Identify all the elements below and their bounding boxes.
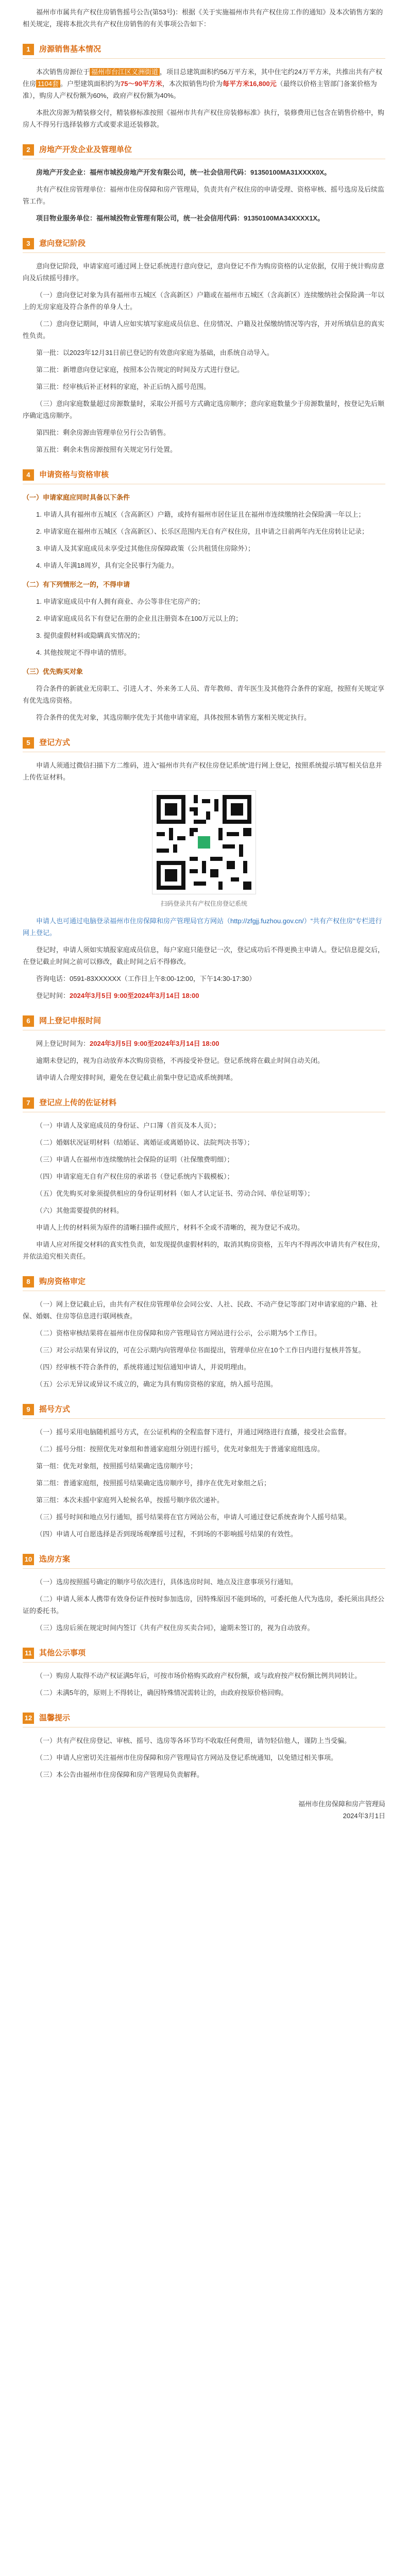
section-title-6: 网上登记申报时间 xyxy=(39,1016,101,1025)
section-number-12: 12 xyxy=(23,1713,34,1724)
s7-paragraph-7: 申请人上传的材料须为原件的清晰扫描件或照片，材料不全或不清晰的，视为登记不成功。 xyxy=(36,1224,304,1231)
section-number-6: 6 xyxy=(23,1015,34,1027)
s3-paragraph-1: 意向登记阶段，申请家庭可通过网上登记系统进行意向登记，意向登记不作为购房资格的认定依据，仅用于统计购房意向及后续摇号排序。 xyxy=(23,262,385,282)
s8-paragraph-4: （四）经审核不符合条件的，系统将通过短信通知申请人，并说明理由。 xyxy=(36,1363,251,1371)
section-title-5: 登记方式 xyxy=(39,738,71,747)
section-heading-11 xyxy=(23,1647,385,1663)
s7-paragraph-4: （四）申请家庭无自有产权住房的承诺书（登记系统内下载模板）； xyxy=(36,1173,234,1180)
s10-paragraph-2: （二）申请人须本人携带有效身份证件按时参加选房，因特殊原因不能到场的，可委托他人代为选房，委托须出具经公证的委托书。 xyxy=(23,1595,385,1615)
s12-paragraph-2: （二）申请人应密切关注福州市住房保障和房产管理局官方网站及登记系统通知，以免错过相关事项。 xyxy=(36,1754,338,1761)
s4-paragraph-4: 4. 申请人年满18周岁，具有完全民事行为能力。 xyxy=(36,562,178,569)
section-heading-7 xyxy=(23,1097,385,1112)
section-heading-1 xyxy=(23,43,385,59)
section-title-8: 购房资格审定 xyxy=(39,1277,86,1286)
s9-paragraph-4: 第二组：普通家庭组，按照摇号结果确定选房顺序号，排序在优先对象组之后； xyxy=(36,1479,271,1487)
s7-paragraph-5: （五）优先购买对象须提供相应的身份证明材料（如人才认定证书、劳动合同、单位证明等）； xyxy=(36,1190,314,1197)
s4-subheading-1: （一）申请家庭应同时具备以下条件 xyxy=(23,494,130,501)
s4-paragraph-8: 4. 其他按规定不得申请的情形。 xyxy=(36,649,131,656)
s3-paragraph-5: 第二批：新增意向登记家庭，按照本公告规定的时间及方式进行登记。 xyxy=(36,366,244,374)
s8-paragraph-3: （三）对公示结果有异议的，可在公示期内向管理单位书面提出，管理单位应在10个工作日内进行复核并答复。 xyxy=(36,1346,365,1354)
section-number-4: 4 xyxy=(23,469,34,481)
registration-time: 2024年3月5日 9:00至2024年3月14日 18:00 xyxy=(70,992,199,999)
s1-paragraph-1: 本次销售房源位于 福州市台江区义洲街道 ，项目总建筑面积约56万平方米，其中住宅约24万平方米，共推出共有产权住房 1104套 。户型建筑面积约为75～90平方米，本次拟销售均价为每平方米16,800元（最终以价格主管部门备案价格为准），购房人产权份额为60%，政府产权份额为40%。 xyxy=(23,68,382,99)
section-number-3: 3 xyxy=(23,238,34,249)
s7-paragraph-2: （二）婚姻状况证明材料（结婚证、离婚证或离婚协议、法院判决书等）； xyxy=(36,1139,254,1146)
s3-paragraph-7: （三）意向家庭数量超过房源数量时，采取公开摇号方式确定选房顺序；意向家庭数量少于房源数量时，按登记先后顺序确定选房顺序。 xyxy=(23,400,385,419)
s4-paragraph-7: 3. 提供虚假材料或隐瞒真实情况的； xyxy=(36,632,144,639)
section-number-9: 9 xyxy=(23,1404,34,1415)
section-heading-10 xyxy=(23,1553,385,1569)
s8-paragraph-1: （一）网上登记截止后，由共有产权住房管理单位会同公安、人社、民政、不动产登记等部门对申请家庭的户籍、社保、婚姻、住房等信息进行联网核查。 xyxy=(23,1300,378,1320)
s9-paragraph-7: （四）申请人可自愿选择是否到现场观摩摇号过程，不到场的不影响摇号结果的有效性。 xyxy=(36,1530,298,1538)
s2-paragraph-1: 房地产开发企业：福州市城投房地产开发有限公司，统一社会信用代码：91350100MA31XXXX0X。 xyxy=(36,168,331,176)
s9-paragraph-2: （二）摇号分组：按照优先对象组和普通家庭组分别进行摇号，优先对象组先于普通家庭组选房。 xyxy=(36,1445,325,1453)
s9-paragraph-5: 第三组：本次未摇中家庭列入轮候名单，按摇号顺序依次递补。 xyxy=(36,1496,224,1504)
s9-paragraph-6: （三）摇号时间和地点另行通知，摇号结果将在官方网站公布，申请人可通过登记系统查询个人摇号结果。 xyxy=(36,1513,351,1521)
s6-paragraph-2: 逾期未登记的，视为自动放弃本次购房资格，不再接受补登记。登记系统将在截止时间自动关闭。 xyxy=(36,1057,325,1064)
section-heading-6 xyxy=(23,1015,385,1030)
s4-paragraph-6: 2. 申请家庭成员名下有登记在册的企业且注册资本在100万元以上的； xyxy=(36,615,243,622)
s2-paragraph-3: 项目物业服务单位：福州城投物业管理有限公司，统一社会信用代码：91350100MA34XXXX1X。 xyxy=(36,214,325,222)
section-number-1: 1 xyxy=(23,44,34,55)
section-heading-8 xyxy=(23,1276,385,1291)
s10-paragraph-1: （一）选房按照摇号确定的顺序号依次进行，具体选房时间、地点及注意事项另行通知。 xyxy=(36,1578,298,1586)
s7-paragraph-6: （六）其他需要提供的材料。 xyxy=(36,1207,124,1214)
s8-paragraph-5: （五）公示无异议或异议不成立的，确定为具有购房资格的家庭，纳入摇号范围。 xyxy=(36,1380,278,1388)
s5-paragraph-1: 申请人须通过微信扫描下方二维码，进入“福州市共有产权住房登记系统”进行网上登记，按照系统提示填写相关信息并上传佐证材料。 xyxy=(23,761,382,781)
s3-paragraph-4: 第一批：以2023年12月31日前已登记的有效意向家庭为基础，由系统自动导入。 xyxy=(36,349,274,357)
section-heading-5 xyxy=(23,737,385,752)
section-title-11: 其他公示事项 xyxy=(39,1649,86,1657)
section-title-1: 房源销售基本情况 xyxy=(39,45,101,54)
s5-paragraph-2[interactable]: 申请人也可通过电脑登录福州市住房保障和房产管理局官方网站（http://zfgjj.fuzhou.gov.cn/）“共有产权住房”专栏进行网上登记。 xyxy=(23,917,382,937)
section-number-10: 10 xyxy=(23,1554,34,1565)
s5-paragraph-5: 登记时间：2024年3月5日 9:00至2024年3月14日 18:00 xyxy=(36,992,199,999)
s7-paragraph-3: （三）申请人在福州市连续缴纳社会保险的证明（社保缴费明细）； xyxy=(36,1156,234,1163)
s4-paragraph-10: 符合条件的优先对象，其选房顺序优先于其他申请家庭，具体按照本销售方案相关规定执行。 xyxy=(36,714,311,721)
s6-paragraph-3: 请申请人合理安排时间，避免在登记截止前集中登记造成系统拥堵。 xyxy=(36,1074,237,1081)
section-heading-4 xyxy=(23,469,385,484)
intro-paragraph: 福州市市属共有产权住房销售摇号公告(第53号)：根据《关于实施福州市共有产权住房工作的通知》及本次销售方案的相关规定，现将本批次共有产权住房销售的有关事项公告如下： xyxy=(23,8,383,28)
section-title-9: 摇号方式 xyxy=(39,1405,71,1414)
section-number-2: 2 xyxy=(23,144,34,156)
s4-subheading-3: （三）优先购买对象 xyxy=(23,668,83,675)
s12-paragraph-3: （三）本公告由福州市住房保障和房产管理局负责解释。 xyxy=(36,1771,204,1778)
footer-organization: 福州市住房保障和房产管理局 xyxy=(298,1800,385,1808)
section-number-11: 11 xyxy=(23,1648,34,1659)
section-number-8: 8 xyxy=(23,1276,34,1287)
s3-paragraph-8: 第四批：剩余房源由管理单位另行公告销售。 xyxy=(36,429,171,436)
s1-paragraph-2: 本批次房源为精装修交付，精装修标准按照《福州市共有产权住房装修标准》执行，装修费用已包含在销售价格中，购房人不得另行选择装修方式或要求退还装修款。 xyxy=(23,109,385,128)
section-title-7: 登记应上传的佐证材料 xyxy=(39,1098,117,1107)
s4-subheading-2: （二）有下列情形之一的，不得申请 xyxy=(23,581,130,588)
s7-paragraph-8: 申请人应对所提交材料的真实性负责，如发现提供虚假材料的，取消其购房资格，五年内不得再次申请共有产权住房，并依法追究相关责任。 xyxy=(23,1241,385,1260)
s5-paragraph-4: 咨询电话：0591-83XXXXXX（工作日上午8:00-12:00，下午14:30-17:30） xyxy=(36,975,256,982)
s9-paragraph-1: （一）摇号采用电脑随机摇号方式，在公证机构的全程监督下进行，并通过网络进行直播，接受社会监督。 xyxy=(36,1428,351,1436)
qr-code-icon[interactable] xyxy=(152,790,256,894)
section-heading-9 xyxy=(23,1403,385,1419)
section-number-5: 5 xyxy=(23,737,34,749)
s4-paragraph-3: 3. 申请人及其家庭成员未享受过其他住房保障政策（公共租赁住房除外）； xyxy=(36,545,254,552)
s4-paragraph-2: 2. 申请家庭在福州市五城区（含高新区）、长乐区范围内无自有产权住房，且申请之日前两年内无住房转让记录； xyxy=(36,528,368,535)
section-title-4: 申请资格与资格审核 xyxy=(39,470,109,479)
online-registration-time: 2024年3月5日 9:00至2024年3月14日 18:00 xyxy=(90,1040,219,1047)
section-title-12: 温馨提示 xyxy=(39,1714,71,1722)
s3-paragraph-3: （二）意向登记期间，申请人应如实填写家庭成员信息、住房情况、户籍及社保缴纳情况等内容，并对所填信息的真实性负责。 xyxy=(23,320,385,340)
s9-paragraph-3: 第一组：优先对象组，按照摇号结果确定选房顺序号； xyxy=(36,1462,197,1470)
footer-date: 2024年3月1日 xyxy=(343,1812,385,1820)
s11-paragraph-2: （二）未满5年的，原则上不得转让，确因特殊情况需转让的，由政府按原价格回购。 xyxy=(36,1689,288,1697)
section-title-2: 房地产开发企业及管理单位 xyxy=(39,145,132,154)
s4-paragraph-9: 符合条件的新就业无房职工、引进人才、外来务工人员、青年教师、青年医生及其他符合条件的家庭，按照有关规定享有优先选房资格。 xyxy=(23,685,385,704)
s5-paragraph-3: 登记时，申请人须如实填报家庭成员信息，每户家庭只能登记一次，登记成功后不得更换主申请人。登记信息提交后，在登记截止时间之前可以修改，截止时间之后不得修改。 xyxy=(23,946,385,965)
s3-paragraph-6: 第三批：经审核后补正材料的家庭，补正后纳入摇号范围。 xyxy=(36,383,211,391)
s3-paragraph-9: 第五批：剩余未售房源按照有关规定另行处置。 xyxy=(36,446,177,453)
s8-paragraph-2: （二）资格审核结果将在福州市住房保障和房产管理局官方网站进行公示，公示期为5个工作日。 xyxy=(36,1329,321,1337)
section-heading-2 xyxy=(23,144,385,159)
section-heading-12 xyxy=(23,1712,385,1727)
s7-paragraph-1: （一）申请人及家庭成员的身份证、户口簿（首页及本人页）； xyxy=(36,1122,220,1129)
s12-paragraph-1: （一）共有产权住房登记、审核、摇号、选房等各环节均不收取任何费用，请勿轻信他人，谨防上当受骗。 xyxy=(36,1737,351,1744)
s3-paragraph-2: （一）意向登记对象为具有福州市五城区（含高新区）户籍或在福州市五城区（含高新区）连续缴纳社会保险满一年以上的无房家庭及符合条件的单身人士。 xyxy=(23,291,385,311)
section-number-7: 7 xyxy=(23,1097,34,1109)
section-heading-3 xyxy=(23,238,385,253)
s4-paragraph-1: 1. 申请人具有福州市五城区（含高新区）户籍，或持有福州市居住证且在福州市连续缴纳社会保险满一年以上； xyxy=(36,511,365,518)
s11-paragraph-1: （一）购房人取得不动产权证满5年后，可按市场价格购买政府产权份额，或与政府按产权份额比例共同转让。 xyxy=(36,1672,362,1680)
s6-paragraph-1: 网上登记时间为：2024年3月5日 9:00至2024年3月14日 18:00 xyxy=(36,1040,219,1047)
s4-paragraph-5: 1. 申请家庭成员中有人拥有商业、办公等非住宅房产的； xyxy=(36,598,205,605)
s2-paragraph-2: 共有产权住房管理单位：福州市住房保障和房产管理局，负责共有产权住房的申请受理、资格审核、摇号选房及后续监管工作。 xyxy=(23,185,385,205)
section-title-3: 意向登记阶段 xyxy=(39,239,86,248)
section-title-10: 选房方案 xyxy=(39,1555,71,1564)
qr-caption: 扫码登录共有产权住房登记系统 xyxy=(160,900,247,907)
qr-code-block xyxy=(147,790,261,910)
s10-paragraph-3: （三）选房后须在规定时间内签订《共有产权住房买卖合同》，逾期未签订的，视为自动放弃。 xyxy=(36,1624,314,1632)
